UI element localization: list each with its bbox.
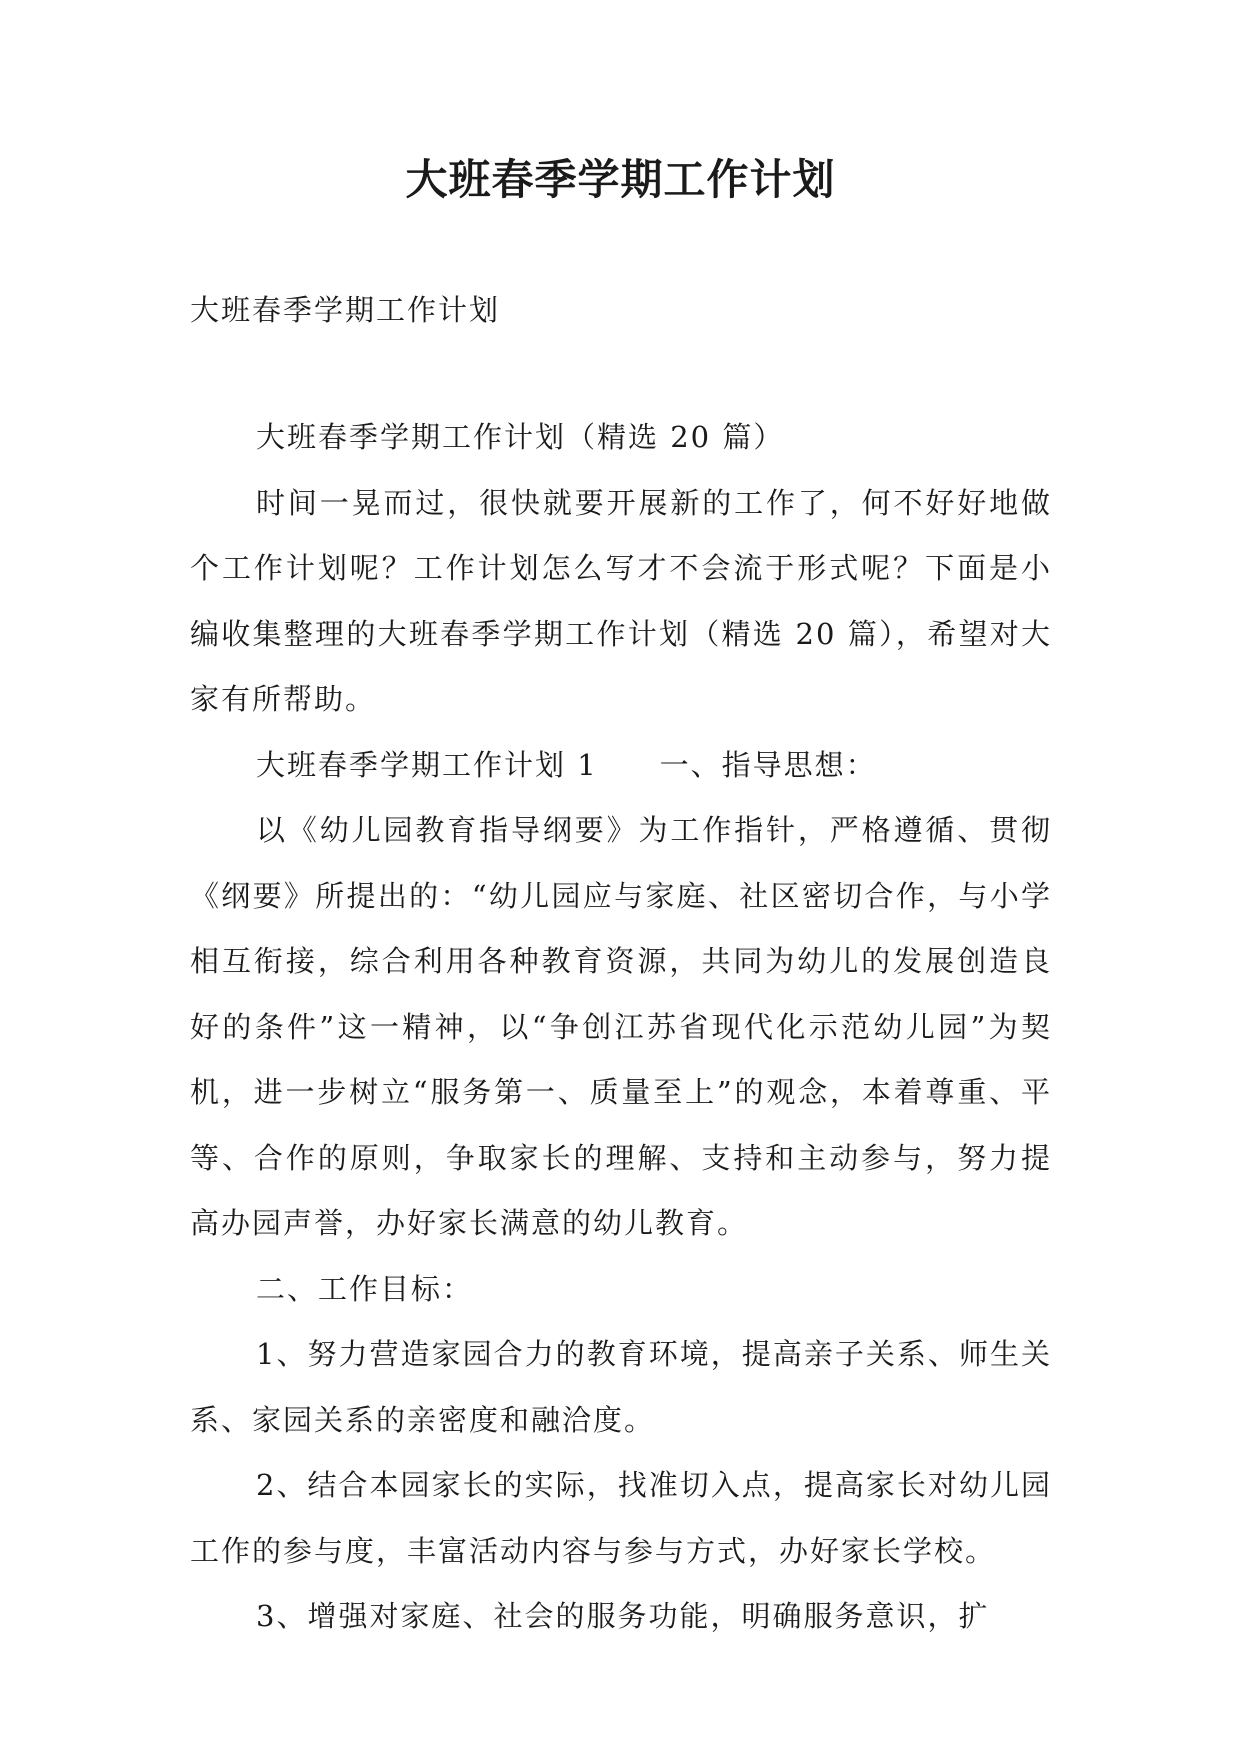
paragraph-goal-1: 1、努力营造家园合力的教育环境，提高亲子关系、师生关系、家园关系的亲密度和融洽度。 — [190, 1337, 1052, 1437]
paragraph-intro: 时间一晃而过，很快就要开展新的工作了，何不好好地做个工作计划呢？工作计划怎么写才不会流于形式呢？下面是小编收集整理的大班春季学期工作计划（精选 20 篇），希望对大家有所帮助。 — [190, 485, 1052, 716]
document-body — [190, 405, 1052, 1650]
paragraph-heading: 大班春季学期工作计划（精选 20 篇） — [256, 420, 785, 454]
document-subtitle: 大班春季学期工作计划 — [190, 293, 501, 327]
paragraph-goal-3: 3、增强对家庭、社会的服务功能，明确服务意识，扩 — [256, 1599, 990, 1633]
document-title: 大班春季学期工作计划 — [405, 155, 836, 204]
paragraph-goal-2: 2、结合本园家长的实际，找准切入点，提高家长对幼儿园工作的参与度，丰富活动内容与参与方式，办好家长学校。 — [190, 1468, 1052, 1568]
paragraph-plan-1-heading: 大班春季学期工作计划 1 一、指导思想： — [256, 747, 877, 782]
paragraph-goals-heading: 二、工作目标： — [256, 1271, 474, 1306]
paragraph-guiding-ideas: 以《幼儿园教育指导纲要》为工作指针，严格遵循、贯彻《纲要》所提出的：“幼儿园应与家庭、社区密切合作，与小学相互衔接，综合利用各种教育资源，共同为幼儿的发展创造良好的条件”这一精神，以“争创江苏省现代化示范幼儿园”为契机，进一步树立“服务第一、质量至上”的观念，本着尊重、平等、合作的原则，争取家长的理解、支持和主动参与，努力提高办园声誉，办好家长满意的幼儿教育。 — [190, 813, 1052, 1240]
